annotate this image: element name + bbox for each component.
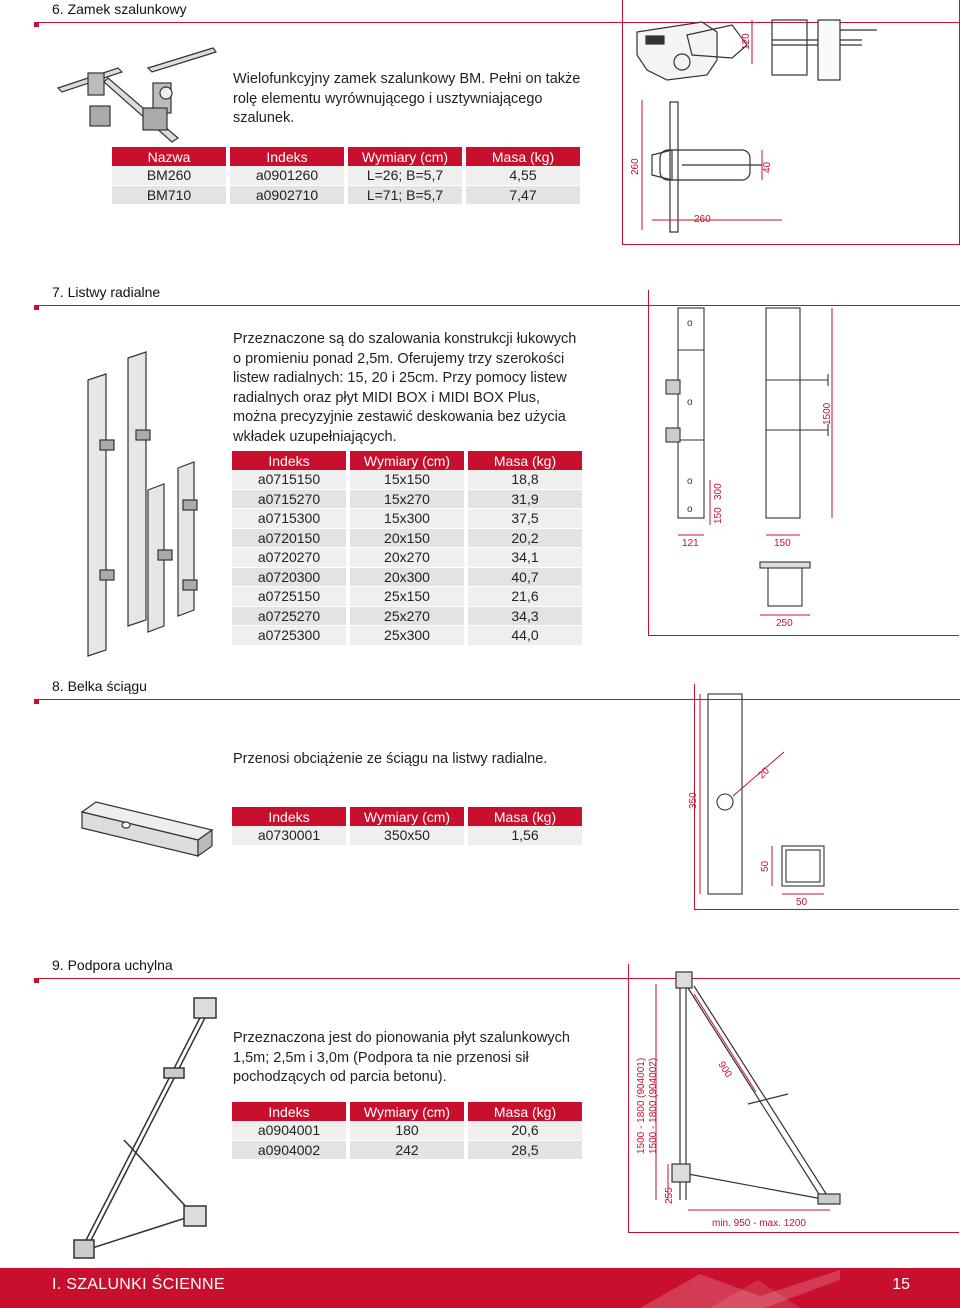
column-header: Wymiary (cm) bbox=[350, 451, 464, 470]
table-cell: L=26; B=5,7 bbox=[348, 166, 462, 186]
table-row bbox=[232, 490, 582, 510]
table-row bbox=[232, 626, 582, 646]
table-row bbox=[232, 509, 582, 529]
table-row bbox=[232, 826, 582, 846]
dimension-label: 300 bbox=[713, 483, 724, 500]
description-line: Przeznaczona jest do pionowania płyt szalunkowych bbox=[233, 1030, 570, 1046]
table-cell: 34,3 bbox=[468, 607, 582, 627]
footer-title: I. SZALUNKI ŚCIENNE bbox=[52, 1276, 225, 1293]
table-cell: 31,9 bbox=[468, 490, 582, 510]
column-header: Masa (kg) bbox=[468, 1102, 582, 1121]
table-row bbox=[232, 548, 582, 568]
table-cell: a0715150 bbox=[232, 470, 346, 490]
section-9-title: 9. Podpora uchylna bbox=[52, 957, 173, 973]
dimension-label: 255 bbox=[664, 1187, 675, 1204]
table-cell: 18,8 bbox=[468, 470, 582, 490]
table-cell: a0720270 bbox=[232, 548, 346, 568]
table-cell: BM710 bbox=[112, 186, 226, 206]
column-header: Indeks bbox=[232, 807, 346, 826]
table-row bbox=[112, 186, 580, 206]
description-line: 1,5m; 2,5m i 3,0m (Podpora ta nie przenosi sił bbox=[233, 1049, 529, 1066]
column-header: Nazwa bbox=[112, 147, 226, 166]
dimension-label: 120 bbox=[741, 33, 752, 50]
table-cell: 25x270 bbox=[350, 607, 464, 627]
dimension-label: 150 bbox=[774, 538, 791, 549]
table-cell: 1,56 bbox=[468, 826, 582, 846]
description-line: można precyzyjnie zestawić deskowania bez użycia bbox=[233, 409, 566, 425]
table-cell: a0904001 bbox=[232, 1121, 346, 1141]
table-cell: 37,5 bbox=[468, 509, 582, 529]
table-cell: 4,55 bbox=[466, 166, 580, 186]
table-cell: BM260 bbox=[112, 166, 226, 186]
table-header-row bbox=[232, 1102, 582, 1121]
dimension-label: 50 bbox=[760, 860, 771, 872]
section-7-title: 7. Listwy radialne bbox=[52, 284, 161, 300]
formwork-lock-illustration bbox=[48, 38, 218, 148]
dimension-label: 260 bbox=[694, 214, 711, 225]
table-cell: a0725270 bbox=[232, 607, 346, 627]
table-cell: 28,5 bbox=[468, 1141, 582, 1161]
dimension-label: 1500 - 1800 (904001) bbox=[636, 1057, 647, 1154]
table-row bbox=[232, 529, 582, 549]
dimension-label: 1500 - 1800 (904002) bbox=[648, 1057, 659, 1154]
section-marker bbox=[34, 22, 39, 27]
table-cell: 20,2 bbox=[468, 529, 582, 549]
description-line: Przeznaczone są do szalowania konstrukcji łukowych bbox=[233, 331, 577, 347]
radial-strip-drawing bbox=[648, 290, 960, 635]
column-header: Wymiary (cm) bbox=[348, 147, 462, 166]
svg-text:o: o bbox=[687, 397, 693, 408]
description-line: Przenosi obciążenie ze ściągu na listwy radialne. bbox=[233, 751, 548, 767]
dimension-label: 900 bbox=[715, 1059, 734, 1080]
table-cell: 21,6 bbox=[468, 587, 582, 607]
table-cell: a0725150 bbox=[232, 587, 346, 607]
table-row bbox=[232, 1121, 582, 1141]
page-number: 15 bbox=[892, 1276, 910, 1293]
table-cell: a0730001 bbox=[232, 826, 346, 846]
table-cell: 44,0 bbox=[468, 626, 582, 646]
table-row bbox=[112, 166, 580, 186]
section-marker bbox=[34, 305, 39, 310]
table-cell: 7,47 bbox=[466, 186, 580, 206]
table-cell: a0720300 bbox=[232, 568, 346, 588]
description-line: Wielofunkcyjny zamek szalunkowy BM. Pełni on także bbox=[233, 71, 581, 87]
tilting-brace-drawing bbox=[628, 964, 960, 1232]
table-row bbox=[232, 1141, 582, 1161]
table-cell: 242 bbox=[350, 1141, 464, 1161]
description-line: radialnych oraz płyt MIDI BOX i MIDI BOX Plus, bbox=[233, 389, 541, 406]
tie-beam-drawing bbox=[688, 684, 960, 909]
table-cell: 40,7 bbox=[468, 568, 582, 588]
table-cell: 15x300 bbox=[350, 509, 464, 529]
column-header: Indeks bbox=[232, 451, 346, 470]
column-header: Masa (kg) bbox=[466, 147, 580, 166]
description-line: wkładek uzupełniających. bbox=[233, 428, 397, 445]
tie-beam-illustration bbox=[80, 800, 220, 860]
svg-text:o: o bbox=[687, 318, 693, 329]
section-8-title: 8. Belka ściągu bbox=[52, 678, 147, 694]
dimension-label: 250 bbox=[776, 618, 793, 629]
column-header: Wymiary (cm) bbox=[350, 1102, 464, 1121]
description-line: szalunek. bbox=[233, 110, 295, 126]
tilting-brace-illustration bbox=[64, 990, 224, 1260]
dimension-label: 1500 bbox=[822, 402, 833, 425]
section-marker bbox=[34, 978, 39, 983]
dimension-label: 50 bbox=[796, 897, 808, 908]
section-7-description bbox=[233, 330, 576, 447]
table-cell: a0715300 bbox=[232, 509, 346, 529]
section-9-table bbox=[228, 1102, 586, 1160]
table-cell: 20x300 bbox=[350, 568, 464, 588]
description-line: listew radialnych: 15, 20 i 25cm. Przy pomocy listew bbox=[233, 370, 567, 386]
table-cell: 180 bbox=[350, 1121, 464, 1141]
table-cell: a0901260 bbox=[230, 166, 344, 186]
column-header: Masa (kg) bbox=[468, 807, 582, 826]
dimension-label: 150 bbox=[713, 507, 724, 524]
table-row bbox=[232, 607, 582, 627]
table-cell: 20x270 bbox=[350, 548, 464, 568]
table-row bbox=[232, 587, 582, 607]
table-cell: L=71; B=5,7 bbox=[348, 186, 462, 206]
table-cell: 20,6 bbox=[468, 1121, 582, 1141]
dimension-label: 40 bbox=[762, 161, 773, 173]
section-marker bbox=[34, 699, 39, 704]
section-6-description bbox=[233, 70, 580, 129]
column-header: Indeks bbox=[230, 147, 344, 166]
table-header-row bbox=[232, 807, 582, 826]
dimension-label: 20 bbox=[756, 765, 772, 782]
table-row bbox=[232, 568, 582, 588]
table-cell: a0725300 bbox=[232, 626, 346, 646]
dimension-label: 121 bbox=[682, 538, 699, 549]
svg-text:o: o bbox=[687, 504, 693, 515]
radial-strip-illustration bbox=[78, 350, 218, 655]
dimension-label: 350 bbox=[688, 792, 699, 809]
table-cell: 20x150 bbox=[350, 529, 464, 549]
table-header-row bbox=[112, 147, 580, 166]
formwork-lock-drawing bbox=[622, 0, 960, 244]
table-cell: a0902710 bbox=[230, 186, 344, 206]
table-cell: 25x300 bbox=[350, 626, 464, 646]
section-8-description bbox=[233, 750, 547, 770]
table-cell: 25x150 bbox=[350, 587, 464, 607]
dimension-label: min. 950 - max. 1200 bbox=[712, 1218, 806, 1229]
table-cell: 15x150 bbox=[350, 470, 464, 490]
section-6-table bbox=[108, 147, 584, 205]
column-header: Masa (kg) bbox=[468, 451, 582, 470]
table-cell: 350x50 bbox=[350, 826, 464, 846]
section-9-description bbox=[233, 1029, 570, 1088]
table-cell: a0904002 bbox=[232, 1141, 346, 1161]
column-header: Indeks bbox=[232, 1102, 346, 1121]
brand-swoosh-graphic bbox=[640, 1268, 840, 1308]
section-8-table bbox=[228, 807, 586, 846]
description-line: rolę elementu wyrównującego i usztywniającego bbox=[233, 90, 543, 107]
dimension-label: 260 bbox=[630, 158, 641, 175]
table-cell: a0720150 bbox=[232, 529, 346, 549]
column-header: Wymiary (cm) bbox=[350, 807, 464, 826]
table-header-row bbox=[232, 451, 582, 470]
section-6-title: 6. Zamek szalunkowy bbox=[52, 1, 187, 17]
description-line: pochodzących od parcia betonu). bbox=[233, 1069, 447, 1085]
svg-text:o: o bbox=[687, 476, 693, 487]
table-row bbox=[232, 470, 582, 490]
table-cell: a0715270 bbox=[232, 490, 346, 510]
section-7-table bbox=[228, 451, 586, 646]
description-line: o promieniu ponad 2,5m. Oferujemy trzy szerokości bbox=[233, 350, 565, 367]
table-cell: 15x270 bbox=[350, 490, 464, 510]
table-cell: 34,1 bbox=[468, 548, 582, 568]
